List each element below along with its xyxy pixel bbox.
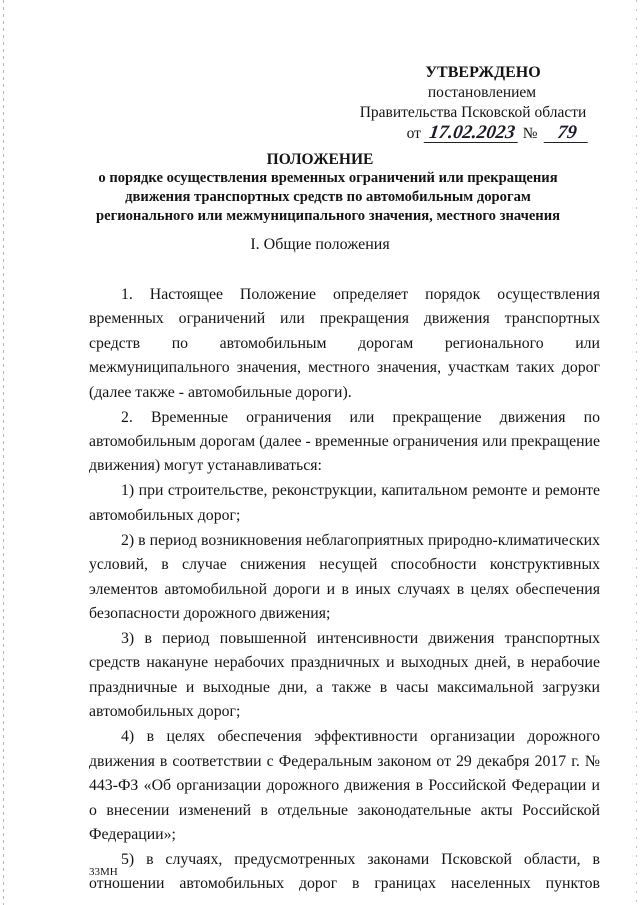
decree-date-number-line	[350, 123, 596, 145]
scan-edge-left	[3, 0, 4, 905]
list-item-5: 5) в случаях, предусмотренных законами Псковской области, в отношении автомобильных дорог в границах населенных пунктов	[89, 850, 600, 893]
authority-label: Правительства Псковской области	[359, 104, 587, 121]
approved-label: УТВЕРЖДЕНО	[425, 64, 541, 81]
handwritten-date: 17.02.2023	[423, 124, 520, 143]
list-item-2: 2) в период возникновения неблагоприятных природно-климатических условий, в случае снижения несущей способности конструктивных элементов автомобильной дороги и в иных случаях в целях обеспечения безопасности дорожного движения;	[89, 531, 600, 623]
document-title: ПОЛОЖЕНИЕ	[266, 151, 374, 168]
footer-code: 33МН	[89, 866, 118, 878]
scan-edge-right	[636, 0, 637, 905]
handwritten-number: 79	[544, 124, 591, 143]
list-item-4: 4) в целях обеспечения эффективности организации дорожного движения в соответствии с Федеральным законом от 29 декабря 2017 г. № 443-ФЗ «Об организации дорожного движения в Российской Федерации и о внесении изменений в отдельные законодательные акты Российской Федерации»;	[89, 728, 600, 843]
list-item-3: 3) в период повышенной интенсивности движения транспортных средств накануне нерабочих праздничных и выходных дней, в нерабочие праздничные и выходные дни, а также в часы максимальной загрузки автомобильных дорог;	[89, 630, 600, 721]
section-heading: I. Общие положения	[250, 236, 390, 253]
list-item-1: 1) при строительстве, реконструкции, капитальном ремонте и ремонте автомобильных дорог;	[89, 482, 600, 524]
approval-stamp-block	[350, 62, 596, 145]
document-body	[89, 283, 600, 897]
number-sign: №	[522, 125, 538, 142]
paragraph-1: 1. Настоящее Положение определяет порядок осуществления временных ограничений или прекращения движения транспортных средств по автомобильным дорогам регионального или межмуниципального значения, местного значения, участкам таких дорог (далее также - автомобильные дороги).	[89, 286, 600, 401]
date-prefix: от	[406, 125, 421, 142]
decree-label: постановлением	[427, 84, 537, 101]
document-subtitle: о порядке осуществления временных ограничений или прекращения движения транспортных средств по автомобильным дорогам регионального или межмуниципального значения, местного значения	[95, 170, 561, 224]
paragraph-2: 2. Временные ограничения или прекращение движения по автомобильным дорогам (далее - временные ограничения или прекращение движения) могут устанавливаться:	[89, 408, 600, 475]
